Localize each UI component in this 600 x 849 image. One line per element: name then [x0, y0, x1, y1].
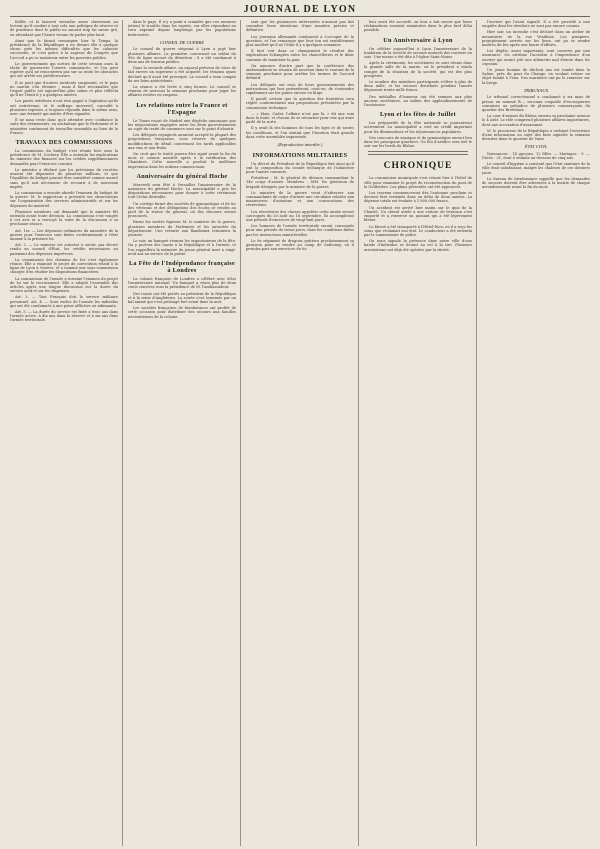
article-paragraph: Le blessé a été transporté à l'Hôtel-Dieu, où il a reçu les soins que réclamait son état. Le conducteur a été entendu par le commissaire de police. — [364, 224, 472, 237]
article-paragraph: Les partis extrêmes n'ont rien gagné à l'agitation qu'ils ont entretenue, et le suffrage universel, consulté à plusieurs reprises, a toujours répondu dans le même sens, avec une fermeté qui mérite d'être signalée. — [10, 99, 118, 117]
article-paragraph: La commission des chemins de fer s'est également réunie. Elle a examiné le projet de convention relatif à la ligne de Lyon à Genève, et a nommé une sous-commission chargée d'en étudier les dispositions financières. — [10, 257, 118, 275]
article-paragraph: La séance a été levée à cinq heures. Le conseil se réunira de nouveau la semaine prochaine pour juger les affaires restées en suspens. — [128, 84, 236, 98]
article-paragraph: Les journaux allemands continuent à s'occuper de la question, et l'on remarque que leur ton est sensiblement plus modéré qu'il ne l'était il y a quelques semaines. — [246, 34, 354, 48]
article-headline: TRAVAUX DES COMMISSIONS — [15, 139, 113, 147]
article-paragraph: Hier soir, un incendie s'est déclaré dans un atelier de menuiserie de la rue Vendôme. Les pompiers, promptement arrivés sur les lieux, ont pu se rendre maîtres du feu après une heure d'efforts. — [482, 30, 590, 48]
article-paragraph: Un accident est arrivé hier matin sur le quai de la Charité. Un cheval attelé à une voiture de livraison s'est emporté et a renversé un passant qui a été légèrement blessé. — [364, 205, 472, 223]
article-paragraph: Le Times reçoit de Madrid une dépêche annonçant que les négociations engagées entre les deux gouvernements au sujet du traité de commerce sont sur le point d'aboutir. — [128, 118, 236, 131]
column-5 — [482, 20, 590, 846]
article-headline: Un Anniversaire à Lyon — [383, 36, 453, 44]
article-paragraph: La cour d'assises du Rhône ouvrira sa prochaine session le 4 août. Le rôle comprend plusieurs affaires importantes, dont une accusation d'assassinat. — [482, 114, 590, 127]
masthead — [10, 3, 590, 17]
article-paragraph: On célèbre aujourd'hui à Lyon l'anniversaire de la fondation de la Société de secours mutuels des ouvriers en soie. Une messe a été dite à l'église Saint-Nizier. — [364, 46, 472, 60]
article-paragraph: Un décret du Président de la République fixe ainsi qu'il suit la composition du comité technique de l'infanterie pour l'année courante. — [246, 161, 354, 174]
article-paragraph: Il faut voir dans ce changement le résultat des explications échangées entre les chancelleries et le désir commun de maintenir la paix. — [246, 49, 354, 62]
article-paragraph: Dans la seconde affaire, un caporal prévenu de voies de fait envers un supérieur a été acquitté, les témoins ayant déclaré qu'il avait été provoqué. Le conseil a tenu compte de ses bons antécédents. — [128, 66, 236, 83]
article-paragraph: Le soir, un banquet réunira les organisateurs de la fête. On y portera des toasts à la République et à l'armée, et l'on rappellera la mémoire du jeune général mort à vingt-neuf ans au service de la patrie. — [128, 239, 236, 256]
article-paragraph: Naissances : 14 garçons, 12 filles. — Mariages : 9. — Décès : 21, dont 6 enfants au-dessous de cinq ans. — [482, 151, 590, 161]
article-paragraph: Art. 1er. — Les dépenses ordinaires du ministère de la guerre pour l'exercice sont fixées conformément à l'état annexé à la présente loi. — [10, 228, 118, 241]
article-paragraph: La commission a ensuite abordé l'examen du budget de la guerre. M. le rapporteur a présenté ses observations sur l'organisation des services administratifs et sur les dépenses du matériel. — [10, 190, 118, 208]
article-paragraph: Les préparatifs de la fête nationale se poursuivent activement. La municipalité a voté un crédit important pour les illuminations et les réjouissances populaires. — [364, 121, 472, 134]
article-headline: INFORMATIONS MILITAIRES — [252, 151, 348, 159]
article-paragraph: On croit que le traité pourra être signé avant la fin du mois et soumis aussitôt après à la ratification des Chambres. Cette nouvelle a produit la meilleure impression dans les milieux commerciaux. — [128, 151, 236, 169]
article-paragraph: Les délégués ont reçu de leurs gouvernements des instructions qui leur permettront, croit-on, de s'entendre rapidement sur les points encore en litige. — [246, 82, 354, 96]
article-paragraph: La commission du budget s'est réunie hier sous la présidence de M. Cochery. Elle a entendu les explications du ministre des finances sur les crédits supplémentaires demandés pour l'exercice courant. — [10, 149, 118, 166]
article-paragraph: Les travaux commenceront dès l'automne prochain et devront être terminés dans un délai de deux années. La dépense totale est évaluée à 1.800.000 francs. — [364, 191, 472, 204]
article-paragraph: Art. 2. — Le ministre est autorisé à ouvrir, par décret rendu en conseil d'État, les crédits nécessaires au paiement des dépenses imprévues. — [10, 243, 118, 256]
article-paragraph: Le bureau de bienfaisance rappelle que les demandes de secours doivent être adressées à la mairie de chaque arrondissement avant la fin du mois. — [482, 176, 590, 190]
article-paragraph: M. le procureur de la République a ordonné l'ouverture d'une information au sujet des faits signalés la semaine dernière dans le quartier de Vaise. — [482, 128, 590, 142]
article-paragraph: Le ministre de la guerre vient d'adresser aux commandants de corps d'armée une circulaire relative aux manœuvres d'automne et aux convocations des réservistes. — [246, 190, 354, 208]
article-headline: Les relations entre la France et l'Espagne — [136, 101, 228, 116]
section-subheading: CONSEIL DE GUERRE — [160, 39, 204, 45]
article-paragraph: Art. 5. — La durée du service est fixée à trois ans dans l'armée active, à dix ans dans la réserve et à six ans dans l'armée territoriale. — [10, 309, 118, 323]
article-paragraph: Plusieurs membres ont demandé que le ministre fût entendu avant toute décision. La commission s'est rangée à cet avis et a renvoyé la suite de la discussion à sa prochaine séance. — [10, 209, 118, 227]
article-paragraph: Des toasts ont été portés au président de la République et à la reine d'Angleterre. La soirée s'est terminée par un bal animé qui s'est prolongé fort avant dans la nuit. — [128, 291, 236, 305]
article-paragraph: l'ouvrier qui l'avait signalé. Il a été procédé à une enquête dont les résultats ne sont pas encore connus. — [482, 20, 590, 29]
article-paragraph: Il ne nous reste donc qu'à attendre avec confiance la suite des événements, en souhaitant que le Parlement et le ministère continuent de travailler ensemble au bien de la France. — [10, 118, 118, 135]
article-paragraph: La commission de l'armée a terminé l'examen du projet de loi sur le recrutement. Elle a adopté l'ensemble des articles après une longue discussion sur la durée du service actif et sur les dispenses. — [10, 276, 118, 294]
article-paragraph: Les hommes de l'armée territoriale seront convoqués pour une période de treize jours, dans les conditions fixées par les instructions ministérielles. — [246, 224, 354, 237]
column-2 — [128, 20, 241, 846]
article-paragraph: Des concours de musique et de gymnastique auront lieu dans les principaux quartiers. Un feu d'artifice sera tiré le soir sur les bords du Rhône. — [364, 135, 472, 149]
column-1 — [10, 20, 123, 846]
article-paragraph: leur avait été accordé, on leur a fait savoir que leurs réclamations seraient examinées dans le plus bref délai possible. — [364, 20, 472, 33]
article-paragraph: Après la cérémonie, les sociétaires se sont réunis dans la grande salle de la mairie, où le président a rendu compte de la situation de la société, qui est des plus prospères. — [364, 61, 472, 78]
article-paragraph: La commission municipale s'est réunie hier à l'hôtel de ville pour examiner le projet de reconstruction du pont de la Guillotière. Les plans présentés ont été approuvés. — [364, 176, 472, 189]
article-paragraph: Un jeune homme de dix-huit ans est tombé dans la Saône, près du pont du Change, en voulant retirer un objet tombé à l'eau. Des mariniers ont pu le ramener sur la berge. — [482, 68, 590, 85]
article-headline: Lyon et les fêtes de Juillet — [380, 111, 456, 119]
article-paragraph: Un cortège formé des sociétés de gymnastique et de tir, des vétérans et des délégations des écoles se rendra au pied de la statue du général, où des discours seront prononcés. — [128, 201, 236, 219]
article-paragraph: Kellér, et le laissent entendre assez clairement au lecteur qu'il conduit à tout cela une politique de réserve et de prudence dont le public ne saurait trop lui savoir gré, en attendant que l'heure vienne de parler plus haut. — [10, 20, 118, 37]
article-paragraph: Le conseil de guerre siégeant à Lyon a jugé hier plusieurs affaires. La première concernait un soldat du 98e de ligne accusé de désertion ; il a été condamné à deux ans de travaux publics. — [128, 47, 236, 64]
newspaper-title: JOURNAL DE LYON — [243, 4, 357, 15]
section-subheading: (Reproduction interdite.) — [277, 142, 323, 148]
article-paragraph: Art. 3. — Tout Français doit le service militaire personnel. Art. 4. — Sont exclus de l'armée les individus qui ont été condamnés à une peine afflictive ou infamante. — [10, 295, 118, 308]
column-3 — [246, 20, 359, 846]
article-paragraph: Le tribunal correctionnel a condamné à six mois de prison un nommé B..., reconnu coupable d'escroqueries commises au préjudice de plusieurs commerçants du quartier des Brotteaux. — [482, 95, 590, 112]
article-paragraph: Le nombre des membres participants s'élève à plus de deux mille, et les secours distribués pendant l'année dépassent trente mille francs. — [364, 80, 472, 93]
article-paragraph: Ainsi que le faisait remarquer hier le Temps, la présidence de la République a eu devant elle à quelque chose près les mêmes difficultés que les cabinets successifs, et c'est grâce à la sagesse du Congrès que l'accord a pu se maintenir entre les pouvoirs publics. — [10, 38, 118, 60]
article-paragraph: Président : M. le général de division commandant le 14e corps d'armée. Membres : MM. les généraux de brigade désignés par le ministre de la guerre. — [246, 176, 354, 189]
columns-container — [10, 20, 590, 846]
section-subheading: TRIBUNAUX — [523, 87, 549, 93]
article-paragraph: Il y avait là des hommes de tous les âges et de toutes les conditions, et l'on sentait que l'émotion était grande dans cette assemblée improvisée. — [246, 126, 354, 139]
article-headline: CHRONIQUE — [383, 161, 453, 172]
article-paragraph: Le 8e régiment de dragons quittera prochainement sa garnison pour se rendre au camp de Sathonay, où il prendra part aux exercices de tir. — [246, 238, 354, 252]
article-paragraph: La colonie française de Londres a célébré avec éclat l'anniversaire national. Un banquet a réuni plus de deux cents convives sous la présidence de M. l'ambassadeur. — [128, 277, 236, 290]
article-paragraph: Des médailles d'honneur ont été remises aux plus anciens sociétaires, au milieu des applaudissements de l'assistance. — [364, 94, 472, 108]
article-paragraph: Les délégués espagnols auraient accepté la plupart des propositions françaises, sous réserve de quelques modifications de détail concernant les tarifs applicables aux vins et aux fruits. — [128, 133, 236, 150]
article-headline: Anniversaire du général Hoche — [136, 172, 228, 180]
article-paragraph: On annonce d'autre part que la conférence des ambassadeurs se réunira de nouveau dans le courant de la semaine prochaine pour arrêter les termes de l'accord définitif. — [246, 63, 354, 81]
article-paragraph: Mercredi sera fêté à Versailles l'anniversaire de la naissance du général Hoche. La municipalité a pris les dispositions nécessaires pour donner à cette cérémonie tout l'éclat désirable. — [128, 182, 236, 200]
article-paragraph: Il se peut que d'autres incidents surgissent, et le pays ne saurait s'en étonner ; mais il faut reconnaître que l'esprit public est aujourd'hui plus calme et plus réfléchi qu'il ne l'était il y a quelques années. — [10, 80, 118, 98]
column-4 — [364, 20, 477, 846]
section-divider — [368, 151, 468, 155]
article-paragraph: Les dégâts, assez importants, sont couverts par une assurance. On attribue l'accident à l'imprudence d'un ouvrier qui aurait jeté une allumette mal éteinte dans les copeaux. — [482, 49, 590, 66]
article-paragraph: On nous signale la présence dans notre ville d'une bande d'individus se livrant au vol à la tire. Plusieurs arrestations ont déjà été opérées par la sûreté. — [364, 239, 472, 252]
article-paragraph: tant que les puissances intéressées n'auront pas fait connaître leurs intentions d'une manière précise et définitive. — [246, 20, 354, 33]
article-paragraph: Il paraît certain que la question des frontières sera réglée conformément aux propositions présentées par la commission technique. — [246, 97, 354, 110]
article-paragraph: — « Mais, Cadet, l'affaire n'est pas là, » dit une voix dans la foule, et chacun de se retourner pour voir qui avait parlé de la sorte. — [246, 111, 354, 125]
article-paragraph: Le conseil d'hygiène a constaté que l'état sanitaire de la ville était satisfaisant, malgré les chaleurs de ces derniers jours. — [482, 162, 590, 175]
article-paragraph: Le ministre a déclaré que les prévisions de recettes avaient été dépassées de plusieurs millions, et que l'équilibre du budget pouvait être considéré comme assuré sans qu'il soit nécessaire de recourir à de nouveaux impôts. — [10, 167, 118, 189]
article-paragraph: Les sociétés françaises de bienfaisance ont profité de cette occasion pour distribuer des secours aux familles nécessiteuses de la colonie. — [128, 306, 236, 319]
article-headline: La Fête de l'Indépendance française à Londres — [128, 260, 236, 275]
article-paragraph: Parmi les invités figurent M. le ministre de la guerre, plusieurs membres du Parlement et les autorités du département. Une retraite aux flambeaux terminera la journée. — [128, 220, 236, 238]
article-paragraph: Le gouvernement qui sortira de cette session aura la tâche de poursuivre l'œuvre commencée, et l'on peut espérer qu'il ne rencontrera pas sur sa route les obstacles qui ont arrêté ses prédécesseurs. — [10, 61, 118, 79]
section-subheading: ÉTAT CIVIL — [524, 144, 548, 150]
article-paragraph: dans le pays. Il n'y a point à craindre que ces mesures jettent le trouble dans les esprits, car elles répondent au vœu exprimé depuis longtemps par les populations intéressées. — [128, 20, 236, 37]
article-paragraph: Les réservistes des classes appelées cette année seront convoqués du 20 août au 16 septembre. Ils accompliront une période d'exercices de vingt-huit jours. — [246, 209, 354, 223]
